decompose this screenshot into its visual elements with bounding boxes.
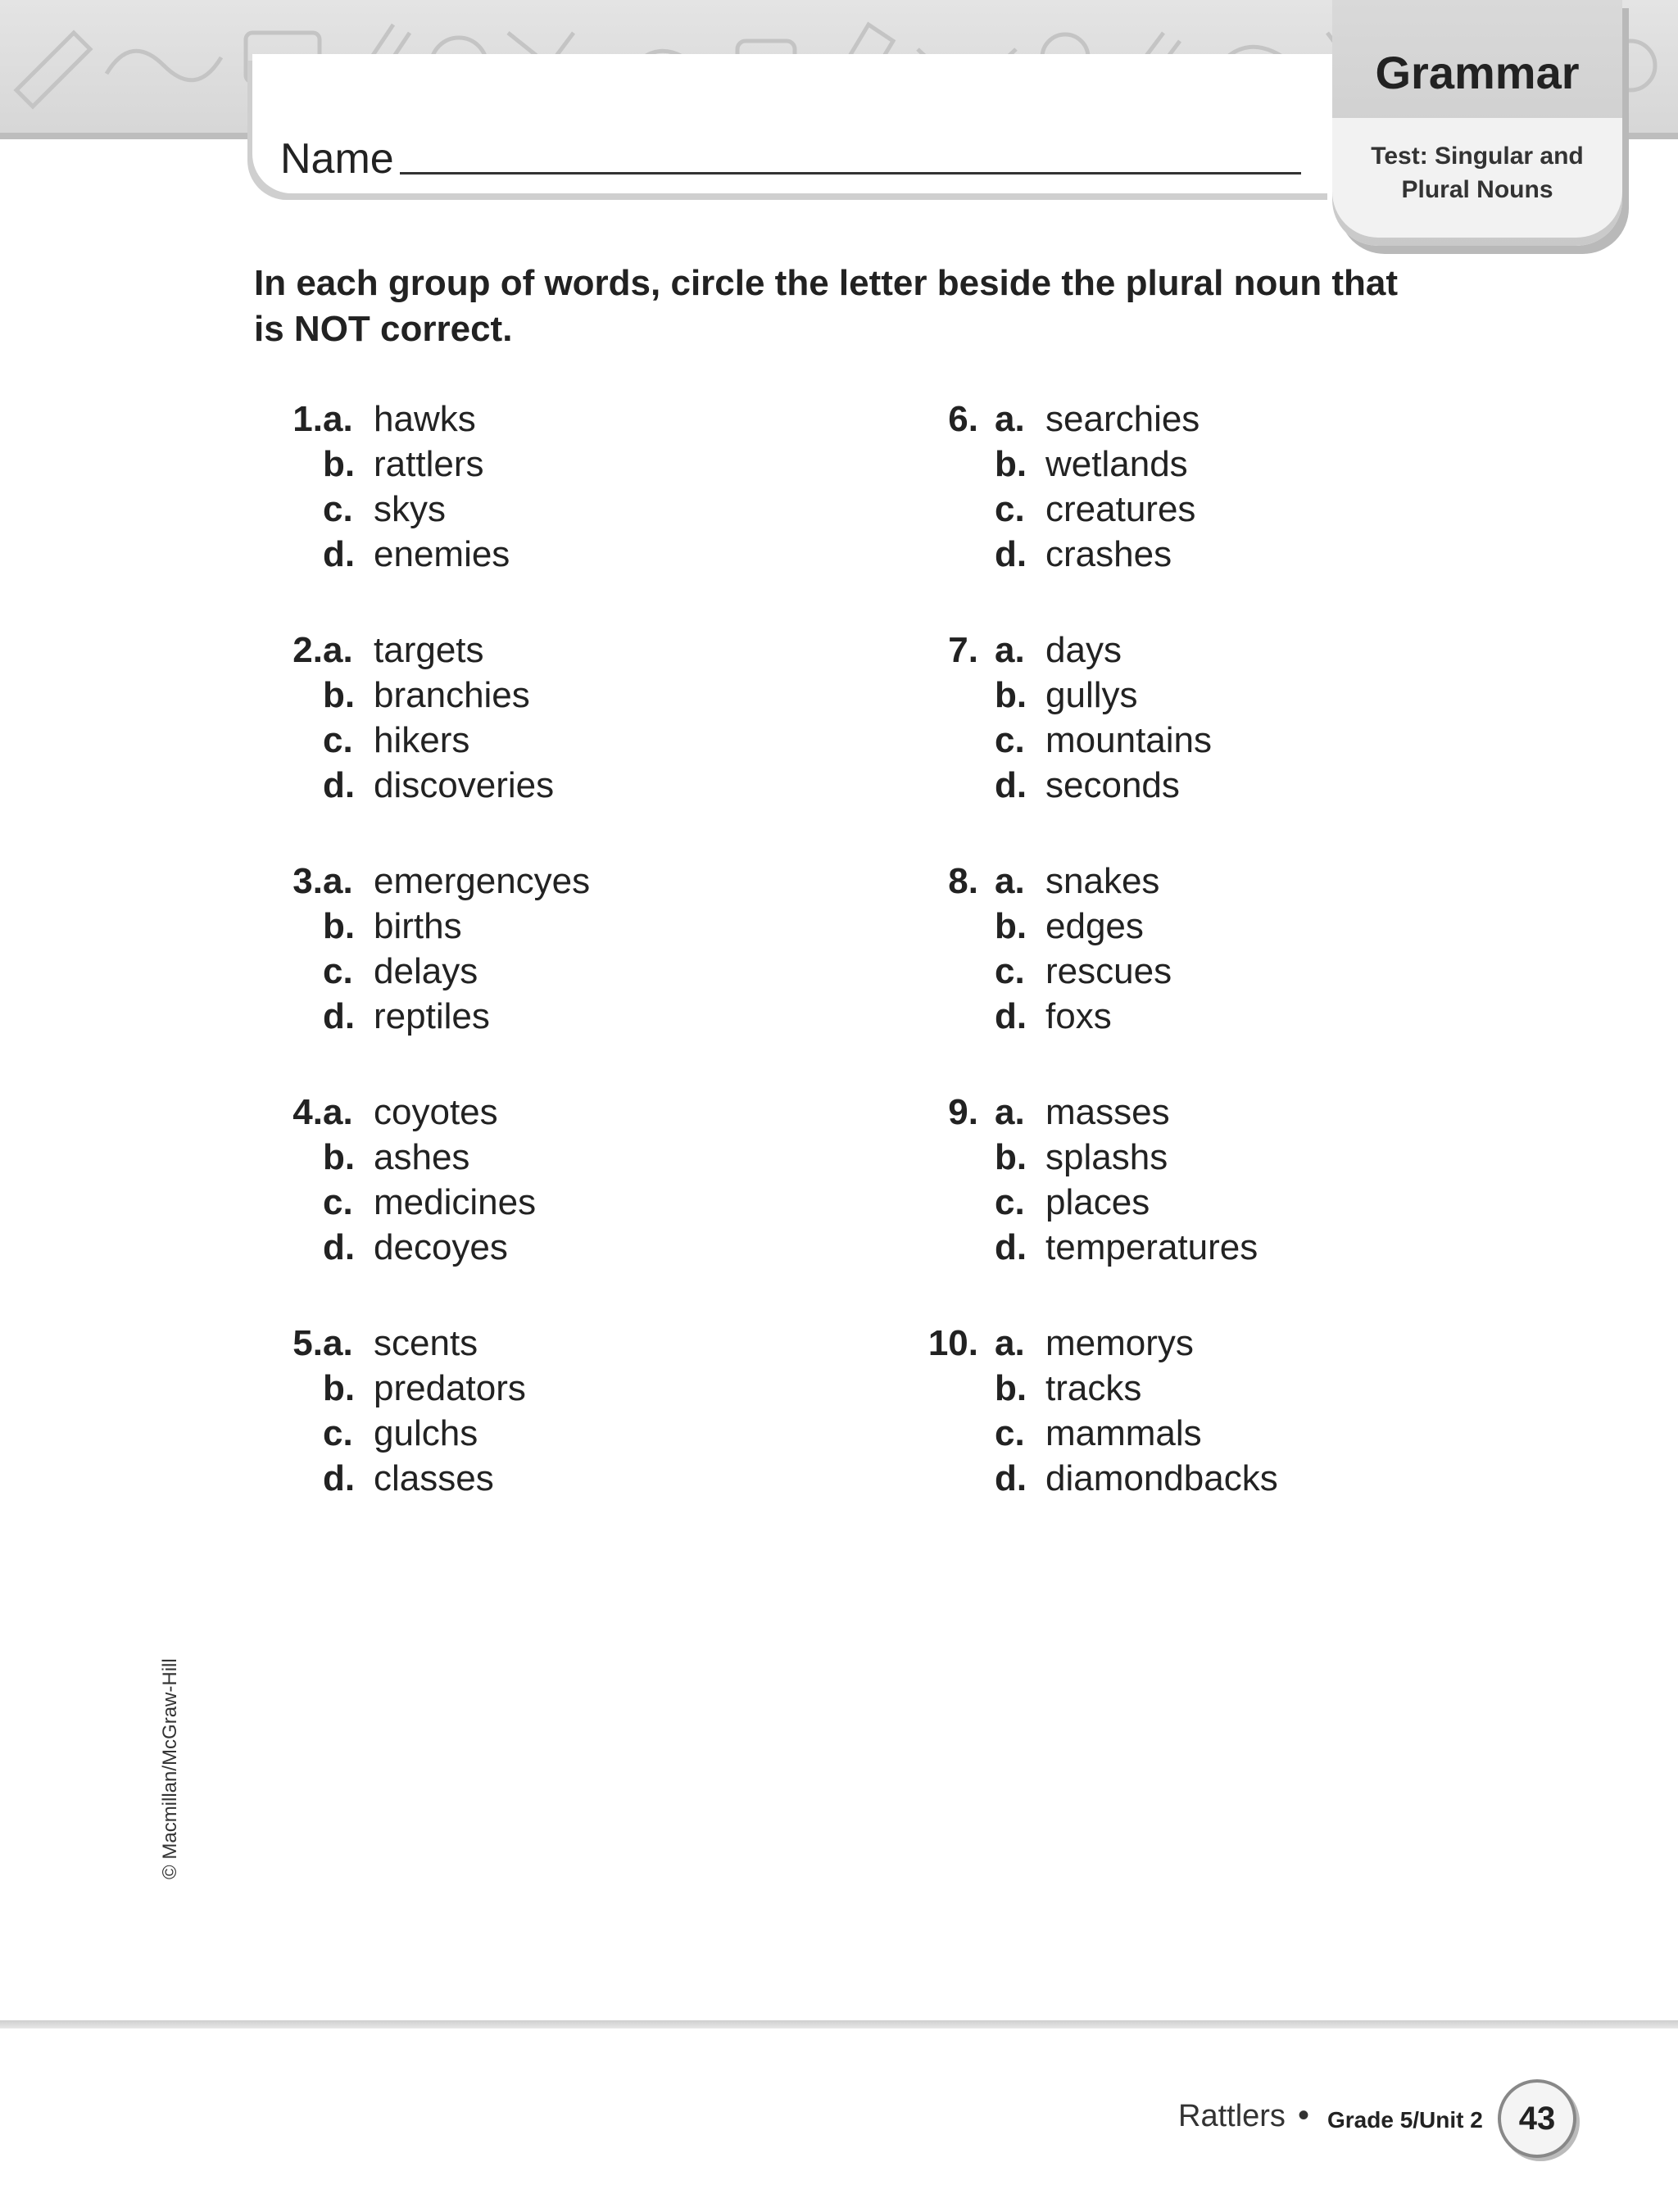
option-letter[interactable]: d.	[995, 534, 1027, 574]
option-word: branchies	[374, 675, 530, 715]
option-b[interactable]	[995, 673, 1138, 718]
option-letter[interactable]: c.	[995, 489, 1025, 529]
option-d[interactable]	[323, 1225, 508, 1270]
options-list	[995, 397, 1486, 593]
option-word: emergencyes	[374, 861, 591, 901]
option-letter[interactable]: c.	[995, 1182, 1025, 1222]
footer-divider	[0, 2020, 1678, 2028]
options-list	[323, 1321, 814, 1517]
question-number: 4.	[293, 1092, 323, 1132]
option-b[interactable]	[995, 442, 1188, 487]
option-word: decoyes	[374, 1227, 508, 1267]
option-word: mammals	[1045, 1413, 1202, 1453]
option-word: scents	[374, 1323, 478, 1363]
option-a[interactable]	[995, 628, 1122, 673]
option-b[interactable]	[995, 1366, 1141, 1411]
option-letter[interactable]: c.	[323, 951, 353, 991]
option-word: creatures	[1045, 489, 1196, 529]
option-c[interactable]	[995, 487, 1195, 532]
tab-subtitle-panel	[1332, 118, 1622, 238]
option-c[interactable]	[323, 487, 446, 532]
option-word: coyotes	[374, 1092, 498, 1132]
option-letter[interactable]: d.	[995, 1227, 1027, 1267]
option-word: searchies	[1045, 399, 1200, 439]
option-letter[interactable]: a.	[995, 630, 1025, 670]
option-d[interactable]	[323, 994, 490, 1039]
question-number: 9.	[948, 1092, 978, 1132]
option-d[interactable]	[323, 763, 554, 808]
option-letter[interactable]: b.	[995, 1368, 1027, 1408]
question-number: 3.	[293, 861, 323, 901]
options-list	[995, 859, 1486, 1055]
option-letter[interactable]: a.	[323, 630, 353, 670]
tab-subtitle	[1332, 139, 1622, 206]
option-word: diamondbacks	[1045, 1458, 1278, 1498]
option-letter[interactable]: c.	[323, 489, 353, 529]
option-a[interactable]	[323, 859, 590, 904]
option-letter[interactable]: b.	[995, 906, 1027, 946]
option-word: crashes	[1045, 534, 1172, 574]
option-letter[interactable]: b.	[995, 444, 1027, 484]
question-number: 7.	[948, 630, 978, 670]
option-letter[interactable]: d.	[995, 996, 1027, 1036]
option-letter[interactable]: d.	[323, 765, 356, 805]
option-word: classes	[374, 1458, 494, 1498]
option-word: foxs	[1045, 996, 1112, 1036]
option-word: splashs	[1045, 1137, 1168, 1177]
option-word: ashes	[374, 1137, 470, 1177]
option-letter[interactable]: d.	[323, 1458, 356, 1498]
options-list	[995, 628, 1486, 824]
grammar-tab	[1332, 0, 1622, 246]
option-word: rattlers	[374, 444, 484, 484]
option-a[interactable]	[323, 628, 484, 673]
tab-title: Grammar	[1375, 47, 1580, 98]
option-b[interactable]	[323, 1366, 526, 1411]
option-word: rescues	[1045, 951, 1172, 991]
options-list	[323, 628, 814, 824]
option-c[interactable]	[995, 1411, 1202, 1456]
option-word: temperatures	[1045, 1227, 1258, 1267]
option-c[interactable]	[323, 949, 478, 994]
option-a[interactable]	[995, 1090, 1170, 1135]
option-letter[interactable]: a.	[995, 861, 1025, 901]
option-b[interactable]	[323, 904, 462, 949]
option-word: reptiles	[374, 996, 490, 1036]
option-word: discoveries	[374, 765, 555, 805]
option-a[interactable]	[995, 859, 1159, 904]
option-letter[interactable]: a.	[323, 399, 353, 439]
option-letter[interactable]: c.	[995, 1413, 1025, 1453]
option-word: places	[1045, 1182, 1150, 1222]
option-word: days	[1045, 630, 1122, 670]
option-d[interactable]	[323, 1456, 494, 1501]
options-list	[323, 397, 814, 593]
question-number: 5.	[293, 1323, 323, 1363]
option-d[interactable]	[995, 1225, 1258, 1270]
option-c[interactable]	[323, 1411, 478, 1456]
option-a[interactable]	[995, 397, 1200, 442]
question-number: 10.	[927, 1323, 978, 1363]
option-word: enemies	[374, 534, 510, 574]
option-d[interactable]	[995, 532, 1172, 577]
option-word: mountains	[1045, 720, 1213, 760]
option-word: targets	[374, 630, 484, 670]
options-list	[323, 1090, 814, 1286]
option-word: edges	[1045, 906, 1144, 946]
name-field-line[interactable]	[400, 172, 1301, 175]
option-word: wetlands	[1045, 444, 1188, 484]
option-word: snakes	[1045, 861, 1160, 901]
footer-grade-unit: Grade 5/Unit 2	[1327, 2107, 1483, 2133]
option-c[interactable]	[995, 949, 1172, 994]
question-number: 1.	[293, 399, 323, 439]
option-a[interactable]	[323, 1090, 498, 1135]
option-c[interactable]	[323, 1180, 536, 1225]
option-letter[interactable]: a.	[995, 399, 1025, 439]
copyright-notice: © Macmillan/McGraw-Hill	[159, 1658, 181, 1879]
option-letter[interactable]: d.	[323, 1227, 356, 1267]
name-card	[252, 54, 1332, 193]
option-word: hikers	[374, 720, 470, 760]
option-word: masses	[1045, 1092, 1170, 1132]
option-word: births	[374, 906, 462, 946]
option-a[interactable]	[323, 1321, 478, 1366]
option-d[interactable]	[995, 1456, 1278, 1501]
tab-subtitle-line2: Plural Nouns	[1401, 176, 1553, 203]
option-word: tracks	[1045, 1368, 1142, 1408]
option-word: seconds	[1045, 765, 1180, 805]
option-letter[interactable]: d.	[995, 765, 1027, 805]
option-letter[interactable]: c.	[323, 1413, 353, 1453]
option-word: medicines	[374, 1182, 537, 1222]
option-word: gullys	[1045, 675, 1138, 715]
option-b[interactable]	[995, 904, 1144, 949]
option-letter[interactable]: c.	[323, 1182, 353, 1222]
instructions-line2: is NOT correct.	[254, 309, 513, 349]
question-number: 8.	[948, 861, 978, 901]
option-letter[interactable]: c.	[995, 720, 1025, 760]
option-d[interactable]	[995, 763, 1180, 808]
tab-subtitle-line1: Test: Singular and	[1371, 143, 1584, 170]
option-letter[interactable]: a.	[323, 1092, 353, 1132]
page-number: 43	[1498, 2079, 1576, 2158]
options-list	[995, 1090, 1486, 1286]
instructions	[254, 261, 1483, 352]
option-word: gulchs	[374, 1413, 478, 1453]
option-b[interactable]	[323, 673, 530, 718]
option-letter[interactable]: c.	[995, 951, 1025, 991]
option-word: delays	[374, 951, 478, 991]
option-b[interactable]	[323, 1135, 469, 1180]
option-letter[interactable]: b.	[323, 444, 356, 484]
options-list	[995, 1321, 1486, 1517]
footer-bullet: •	[1298, 2097, 1310, 2133]
options-list	[323, 859, 814, 1055]
option-letter[interactable]: b.	[323, 675, 356, 715]
option-word: predators	[374, 1368, 526, 1408]
option-letter[interactable]: b.	[323, 1137, 356, 1177]
option-word: memorys	[1045, 1323, 1194, 1363]
option-b[interactable]	[323, 442, 483, 487]
option-letter[interactable]: b.	[323, 1368, 356, 1408]
option-a[interactable]	[323, 397, 476, 442]
option-letter[interactable]: a.	[323, 861, 353, 901]
option-letter[interactable]: b.	[995, 1137, 1027, 1177]
option-letter[interactable]: d.	[323, 534, 356, 574]
option-a[interactable]	[995, 1321, 1194, 1366]
option-c[interactable]	[995, 1180, 1150, 1225]
question-number: 6.	[948, 399, 978, 439]
option-word: hawks	[374, 399, 476, 439]
option-letter[interactable]: b.	[995, 675, 1027, 715]
option-word: skys	[374, 489, 446, 529]
option-b[interactable]	[995, 1135, 1168, 1180]
name-label: Name	[280, 135, 394, 183]
option-letter[interactable]: b.	[323, 906, 356, 946]
option-letter[interactable]: a.	[323, 1323, 353, 1363]
option-letter[interactable]: a.	[995, 1323, 1025, 1363]
instructions-line1: In each group of words, circle the letter beside the plural noun that	[254, 263, 1398, 303]
option-letter[interactable]: a.	[995, 1092, 1025, 1132]
option-letter[interactable]: d.	[323, 996, 356, 1036]
option-c[interactable]	[995, 718, 1212, 763]
option-letter[interactable]: d.	[995, 1458, 1027, 1498]
footer-story-title: Rattlers	[1178, 2099, 1286, 2133]
question-number: 2.	[293, 630, 323, 670]
option-c[interactable]	[323, 718, 469, 763]
option-d[interactable]	[323, 532, 510, 577]
option-letter[interactable]: c.	[323, 720, 353, 760]
option-d[interactable]	[995, 994, 1112, 1039]
